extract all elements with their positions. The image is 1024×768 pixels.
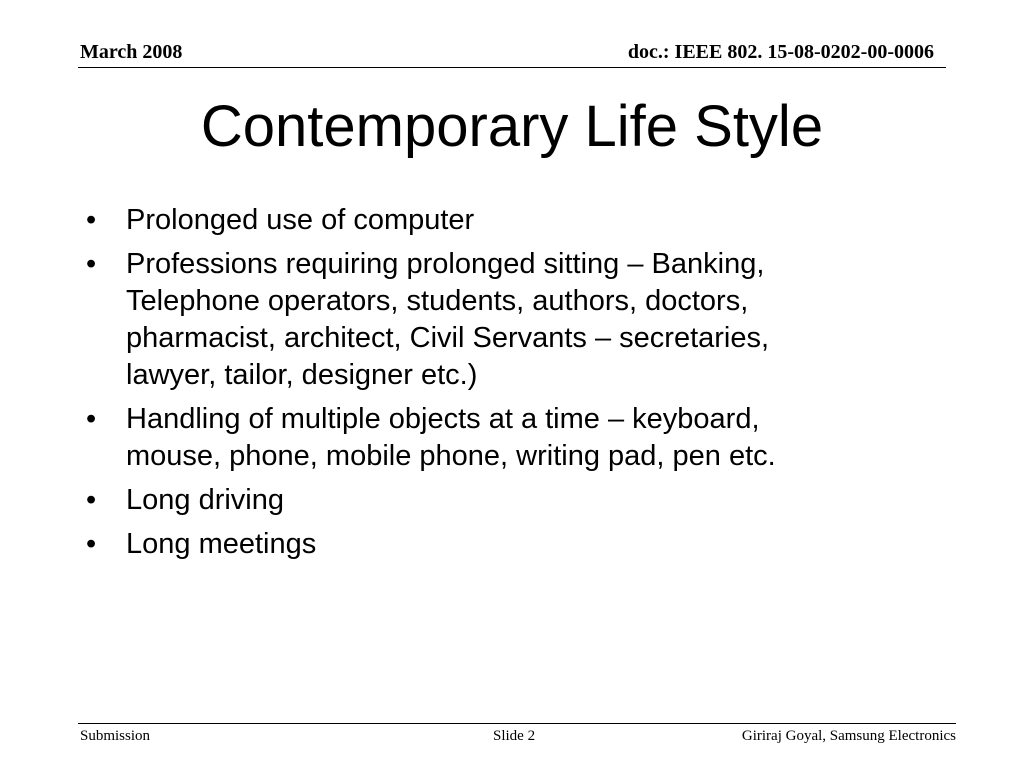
footer-submission: Submission xyxy=(80,728,151,744)
header-date: March 2008 xyxy=(80,41,183,63)
bullet-list xyxy=(86,202,926,570)
footer-divider xyxy=(78,723,956,724)
bullet-text: Prolonged use of computer xyxy=(126,204,475,236)
bullet-marker: • xyxy=(86,204,97,236)
bullet-text: Handling of multiple objects at a time – keyboard, xyxy=(126,403,760,435)
bullet-item xyxy=(86,482,926,519)
bullet-marker: • xyxy=(86,484,97,516)
header-doc-id: doc.: IEEE 802. 15-08-0202-00-0006 xyxy=(627,41,934,63)
bullet-text: Long driving xyxy=(126,484,284,516)
bullet-marker: • xyxy=(86,248,97,280)
slide-title: Contemporary Life Style xyxy=(200,94,824,159)
bullet-text: pharmacist, architect, Civil Servants – secretaries, xyxy=(126,322,770,354)
bullet-marker: • xyxy=(86,528,97,560)
bullet-text: mouse, phone, mobile phone, writing pad, pen etc. xyxy=(126,440,776,472)
bullet-item xyxy=(86,246,926,394)
bullet-item xyxy=(86,202,926,239)
header-divider xyxy=(78,67,946,68)
bullet-item xyxy=(86,526,926,563)
bullet-text: Long meetings xyxy=(126,528,317,560)
bullet-text: lawyer, tailor, designer etc.) xyxy=(126,359,478,391)
bullet-text: Professions requiring prolonged sitting – Banking, xyxy=(126,248,765,280)
footer-slide-number: Slide 2 xyxy=(493,728,536,744)
bullet-marker: • xyxy=(86,403,97,435)
footer-author: Giriraj Goyal, Samsung Electronics xyxy=(741,728,956,744)
bullet-item xyxy=(86,401,926,475)
bullet-text: Telephone operators, students, authors, doctors, xyxy=(126,285,749,317)
